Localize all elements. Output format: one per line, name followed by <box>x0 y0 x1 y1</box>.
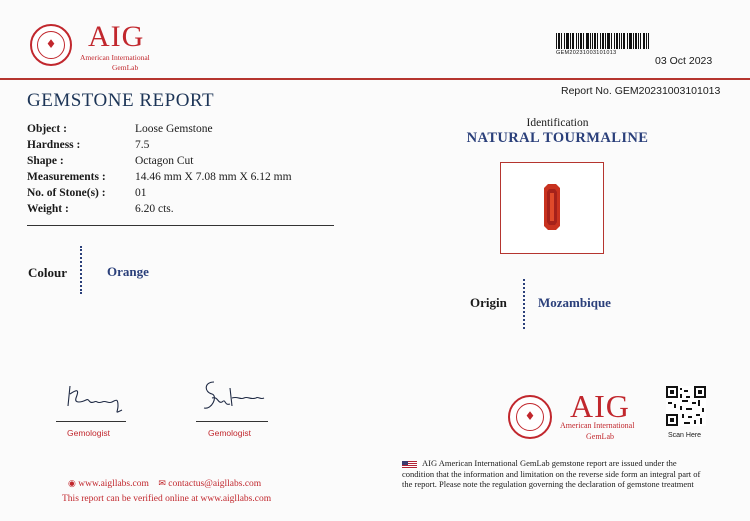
spec-label: Measurements : <box>27 171 106 183</box>
spec-label: Hardness : <box>27 139 81 151</box>
logo-sub-line-2: GemLab <box>112 63 139 72</box>
gem-photo-frame <box>500 162 604 254</box>
disclaimer-text: AIG American International GemLab gemstone report are issued under the condition that the information and limitation on the reverse side form an integral part of the report. Please note the regulation governing the declaration of gemstone treatment <box>402 458 701 489</box>
logo-seal-icon: ♦ <box>30 24 72 66</box>
verify-note: This report can be verified online at www.aigllabs.com <box>62 494 272 504</box>
footer-logo <box>508 388 648 442</box>
contact-row <box>68 479 261 489</box>
globe-icon: ◉ <box>68 479 76 489</box>
spec-value: Octagon Cut <box>135 155 194 167</box>
signature-role-1: Gemologist <box>67 428 110 438</box>
website-link[interactable]: www.aigllabs.com <box>78 479 149 489</box>
colour-label: Colour <box>28 265 67 280</box>
identification-value: NATURAL TOURMALINE <box>466 130 649 146</box>
mail-icon: ✉ <box>158 479 166 489</box>
scan-label: Scan Here <box>668 432 702 439</box>
spec-value: 14.46 mm X 7.08 mm X 6.12 mm <box>135 171 292 183</box>
signature-role-2: Gemologist <box>208 428 251 438</box>
signature-line-2 <box>196 421 268 422</box>
email-link[interactable]: contactus@aigllabs.com <box>168 479 262 489</box>
logo-sub-line-1: American International <box>560 421 635 430</box>
report-number: Report No. GEM20231003101013 <box>561 85 721 97</box>
signature-1 <box>66 380 136 418</box>
barcode <box>556 33 650 49</box>
page-title: GEMSTONE REPORT <box>27 90 215 111</box>
spec-value: 01 <box>135 187 147 199</box>
spec-label: Shape : <box>27 155 64 167</box>
spec-value: 6.20 cts. <box>135 203 174 215</box>
colour-value: Orange <box>107 264 149 279</box>
spec-value: 7.5 <box>135 139 150 151</box>
identification-label: Identification <box>526 117 589 129</box>
spec-label: Weight : <box>27 203 69 215</box>
spec-divider <box>27 225 334 226</box>
header-logo <box>30 22 170 70</box>
logo-wordmark: AIG <box>570 388 630 424</box>
logo-wordmark: AIG <box>88 20 145 53</box>
origin-dots <box>523 279 527 329</box>
spec-value: Loose Gemstone <box>135 123 213 135</box>
signature-2 <box>200 378 266 418</box>
gemstone-image <box>501 163 603 253</box>
barcode-text: GEM20231003101013 <box>556 50 617 56</box>
qr-code[interactable] <box>666 386 706 426</box>
logo-seal-icon: ♦ <box>508 395 552 439</box>
origin-label: Origin <box>470 295 507 310</box>
logo-sub-line-1: American International <box>80 53 150 62</box>
logo-sub-line-2: GemLab <box>586 432 614 441</box>
colour-dots <box>80 246 84 294</box>
header-divider <box>0 78 750 80</box>
origin-value: Mozambique <box>538 295 611 310</box>
spec-label: No. of Stone(s) : <box>27 187 106 199</box>
spec-label: Object : <box>27 123 67 135</box>
report-date: 03 Oct 2023 <box>655 55 713 67</box>
signature-line-1 <box>56 421 126 422</box>
